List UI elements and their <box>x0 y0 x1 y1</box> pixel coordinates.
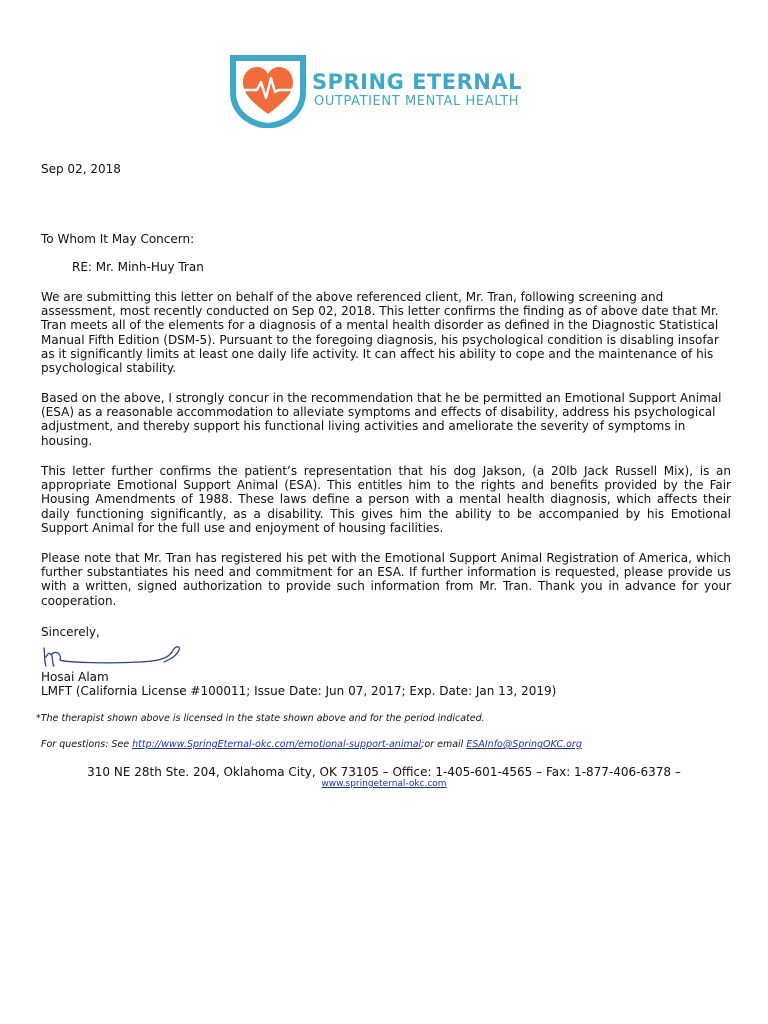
footer-address: 310 NE 28th Ste. 204, Oklahoma City, OK 73105 – Office: 1-405-601-4565 – Fax: 1-877-406-6378 – <box>87 765 681 779</box>
salutation: To Whom It May Concern: <box>41 232 195 246</box>
questions-line <box>41 738 582 752</box>
closing: Sincerely, <box>41 625 100 639</box>
logo-subtitle: OUTPATIENT MENTAL HEALTH <box>314 94 520 109</box>
footer-website <box>0 779 768 789</box>
re-line: RE: Mr. Minh-Huy Tran <box>72 260 204 274</box>
logo-title: SPRING ETERNAL <box>312 70 523 94</box>
signature-image <box>40 640 190 670</box>
heart-shield-icon <box>229 52 307 128</box>
paragraph-1: We are submitting this letter on behalf of the above referenced client, Mr. Tran, following screening and assessment, most recently conducted on Sep 02, 2018. This letter confirms the finding as of above date that Mr. Tran meets all of the elements for a diagnosis of a mental health disorder as defined in the Diagnostic Statistical Manual Fifth Edition (DSM-5). Pursuant to the foregoing diagnosis, his psychological condition is disabling insofar as it significantly limits at least one daily life activity. It can affect his ability to cope and the maintenance of his psychological stability. <box>41 290 719 376</box>
questions-prefix: For questions: See <box>41 739 133 750</box>
paragraph-4: Please note that Mr. Tran has registered his pet with the Emotional Support Animal Registration of America, which further substantiates his need and commitment for an ESA. If further information is requested, please provide us with a written, signed authorization to provide such information from Mr. Tran. Thank you in advance for your cooperation. <box>41 551 731 608</box>
paragraph-2: Based on the above, I strongly concur in the recommendation that he be permitted an Emotional Support Animal (ESA) as a reasonable accommodation to alleviate symptoms and effects of disability, address his psychological adjustment, and thereby support his functional living activities and ameliorate the severity of symptoms in housing. <box>41 391 722 448</box>
license-note: *The therapist shown above is licensed in the state shown above and for the period indicated. <box>36 713 485 724</box>
website-link[interactable]: www.springeternal-okc.com <box>321 779 447 789</box>
signer-name: Hosai Alam <box>41 670 109 684</box>
questions-middle: ;or email <box>421 739 467 750</box>
company-logo <box>229 52 549 128</box>
esa-page-link[interactable]: http://www.SpringEternal-okc.com/emotional-support-animal <box>132 739 422 750</box>
email-link[interactable]: ESAInfo@SpringOKC.org <box>466 739 582 750</box>
letter-date: Sep 02, 2018 <box>41 162 121 176</box>
paragraph-3: This letter further confirms the patient’s representation that his dog Jakson, (a 20lb Jack Russell Mix), is an appropriate Emotional Support Animal (ESA). This entitles him to the rights and benefits provided by the Fair Housing Amendments of 1988. These laws define a person with a mental health diagnosis, which affects their daily functioning significantly, as a disability. This gives him the ability to be accompanied by his Emotional Support Animal for the full use and enjoyment of housing facilities. <box>41 464 731 535</box>
signer-credentials: LMFT (California License #100011; Issue Date: Jun 07, 2017; Exp. Date: Jan 13, 2019) <box>41 684 557 698</box>
